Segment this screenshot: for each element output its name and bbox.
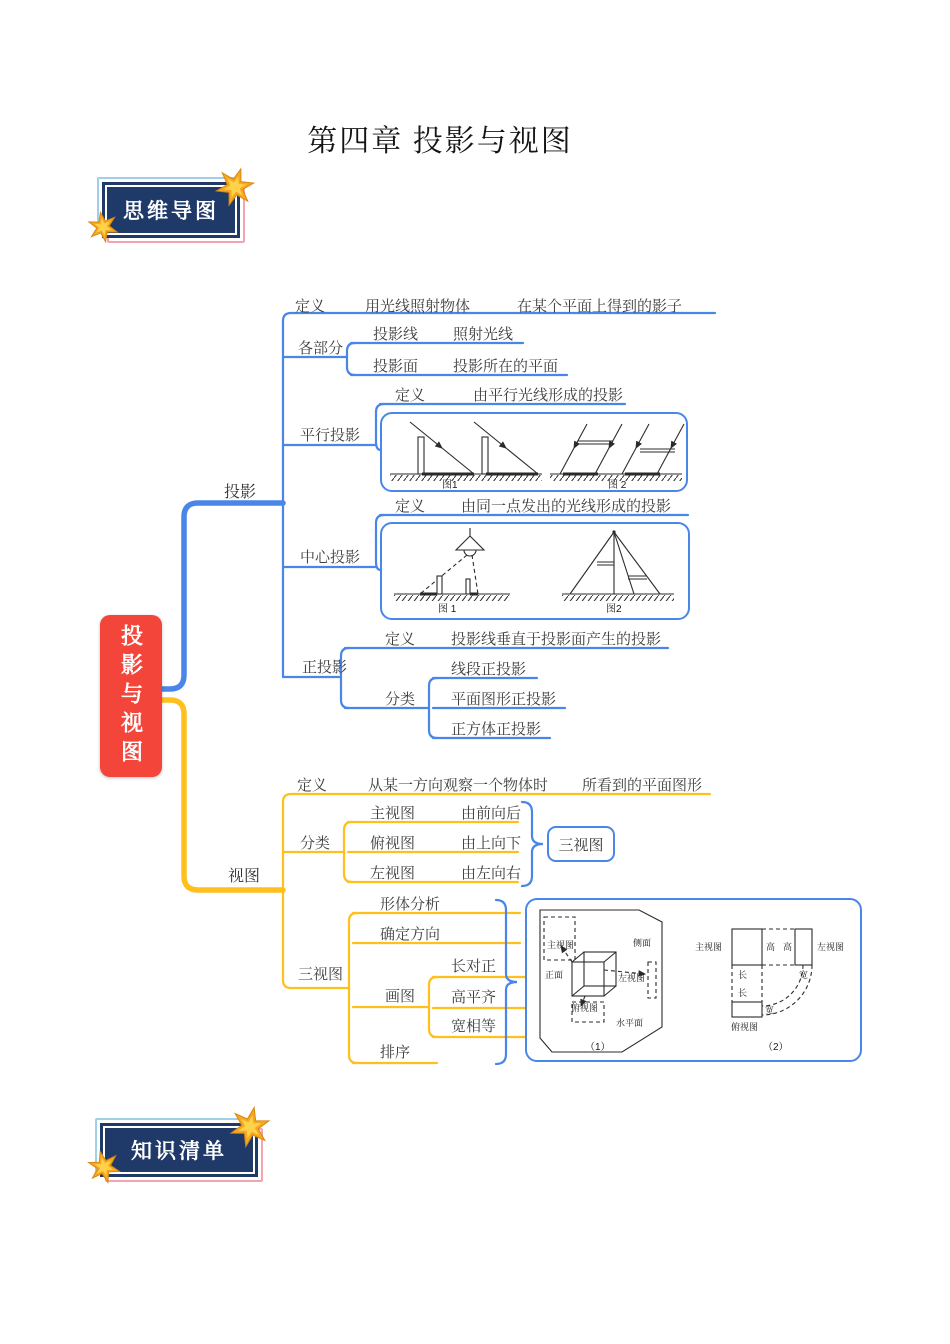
node-central-def-value: 由同一点发出的光线形成的投影 (461, 498, 672, 515)
fig2-height-a-label: 高 (766, 942, 776, 952)
fig2-length-a-label: 长 (738, 970, 748, 980)
node-rule-width: 宽相等 (451, 1018, 497, 1035)
node-view-def-1: 从某一方向观察一个物体时 (368, 777, 549, 794)
node-projection-def-key: 定义 (295, 298, 326, 315)
three-views-result-box (547, 826, 615, 862)
fig1-top-view-label: 俯视图 (571, 1003, 599, 1013)
node-rule-height: 高平齐 (451, 989, 497, 1006)
node-classify-row3-key: 左视图 (370, 865, 416, 882)
node-classify-row3-value: 由左向右 (461, 865, 522, 882)
node-ortho-item-2: 平面图形正投影 (451, 691, 557, 708)
node-parallel-def-key: 定义 (395, 387, 426, 404)
node-central-projection: 中心投影 (300, 549, 361, 566)
node-ortho-class-key: 分类 (385, 691, 416, 708)
page-title: 第四章 投影与视图 (307, 125, 573, 158)
parallel-fig1-caption: 图1 (442, 480, 458, 490)
node-ortho-projection: 正投影 (302, 659, 348, 676)
fig1-horizontal-face-label: 水平面 (616, 1018, 644, 1028)
parallel-projection-figure (380, 412, 688, 492)
parallel-fig2-caption: 图 2 (608, 480, 627, 490)
node-draw: 画图 (385, 988, 416, 1005)
badge-label: 知识清单 (131, 1140, 227, 1163)
fig2-caption: （2） (763, 1042, 789, 1053)
section-badge-mindmap (102, 182, 240, 238)
central-fig2-caption: 图2 (606, 604, 622, 615)
node-parts-row1-key: 投影线 (373, 326, 419, 343)
fig1-caption: （1） (585, 1042, 611, 1053)
node-central-def-key: 定义 (395, 498, 426, 515)
fig1-front-face-label: 正面 (545, 970, 564, 980)
node-ortho-def-value: 投影线垂直于投影面产生的投影 (451, 631, 662, 648)
central-topic-node (100, 615, 162, 777)
node-classify: 分类 (300, 835, 331, 852)
fig2-width-b-label: 宽 (765, 1005, 775, 1015)
node-step-direction: 确定方向 (380, 926, 441, 943)
central-projection-figure (380, 522, 690, 620)
three-views-figure (525, 898, 862, 1062)
node-parts-row2-key: 投影面 (373, 358, 419, 375)
star-icon (214, 166, 256, 208)
star-icon (228, 1105, 272, 1149)
section-badge-knowledge (100, 1123, 258, 1177)
star-icon (86, 1149, 122, 1185)
three-views-drawing (527, 900, 860, 1060)
node-ortho-item-3: 正方体正投影 (451, 721, 542, 738)
node-step-shape-analysis: 形体分析 (380, 896, 441, 913)
badge-label: 思维导图 (123, 200, 219, 223)
node-parts: 各部分 (298, 340, 344, 357)
central-topic-label: 投影与视图 (118, 623, 144, 769)
star-icon (86, 210, 120, 244)
node-view-def-2: 所看到的平面图形 (582, 777, 703, 794)
node-projection: 投影 (224, 484, 257, 501)
three-views-result-label: 三视图 (558, 836, 604, 854)
node-parts-row1-value: 照射光线 (453, 326, 514, 343)
node-projection-def-1: 用光线照射物体 (365, 298, 471, 315)
fig2-front-view-label: 主视图 (695, 942, 723, 952)
node-classify-row1-value: 由前向后 (461, 805, 522, 822)
node-ortho-item-1: 线段正投影 (451, 661, 527, 678)
fig1-side-face-label: 侧面 (633, 938, 652, 948)
node-three-views: 三视图 (298, 966, 344, 983)
node-view: 视图 (228, 868, 261, 885)
node-ortho-def-key: 定义 (385, 631, 416, 648)
node-order: 排序 (380, 1044, 411, 1061)
projection-thick-curve (160, 503, 283, 689)
central-projection-drawing (382, 524, 688, 618)
fig2-width-a-label: 宽 (799, 970, 809, 980)
parallel-projection-drawing (382, 414, 686, 490)
node-classify-row2-key: 俯视图 (370, 835, 416, 852)
fig1-front-view-label: 主视图 (547, 940, 575, 950)
node-parallel-projection: 平行投影 (300, 427, 361, 444)
node-view-def-key: 定义 (297, 777, 328, 794)
node-parallel-def-value: 由平行光线形成的投影 (473, 387, 624, 404)
node-classify-row1-key: 主视图 (370, 805, 416, 822)
fig1-left-view-label: 左视图 (618, 973, 646, 983)
node-classify-row2-value: 由上向下 (461, 835, 522, 852)
fig2-top-view-label: 俯视图 (731, 1022, 759, 1032)
fig2-left-view-label: 左视图 (817, 942, 845, 952)
fig2-height-b-label: 高 (783, 942, 793, 952)
central-fig1-caption: 图 1 (438, 604, 457, 615)
node-parts-row2-value: 投影所在的平面 (453, 358, 559, 375)
fig2-length-b-label: 长 (738, 988, 748, 998)
node-rule-length: 长对正 (451, 958, 497, 975)
view-thick-curve (160, 700, 283, 890)
node-projection-def-2: 在某个平面上得到的影子 (517, 298, 683, 315)
